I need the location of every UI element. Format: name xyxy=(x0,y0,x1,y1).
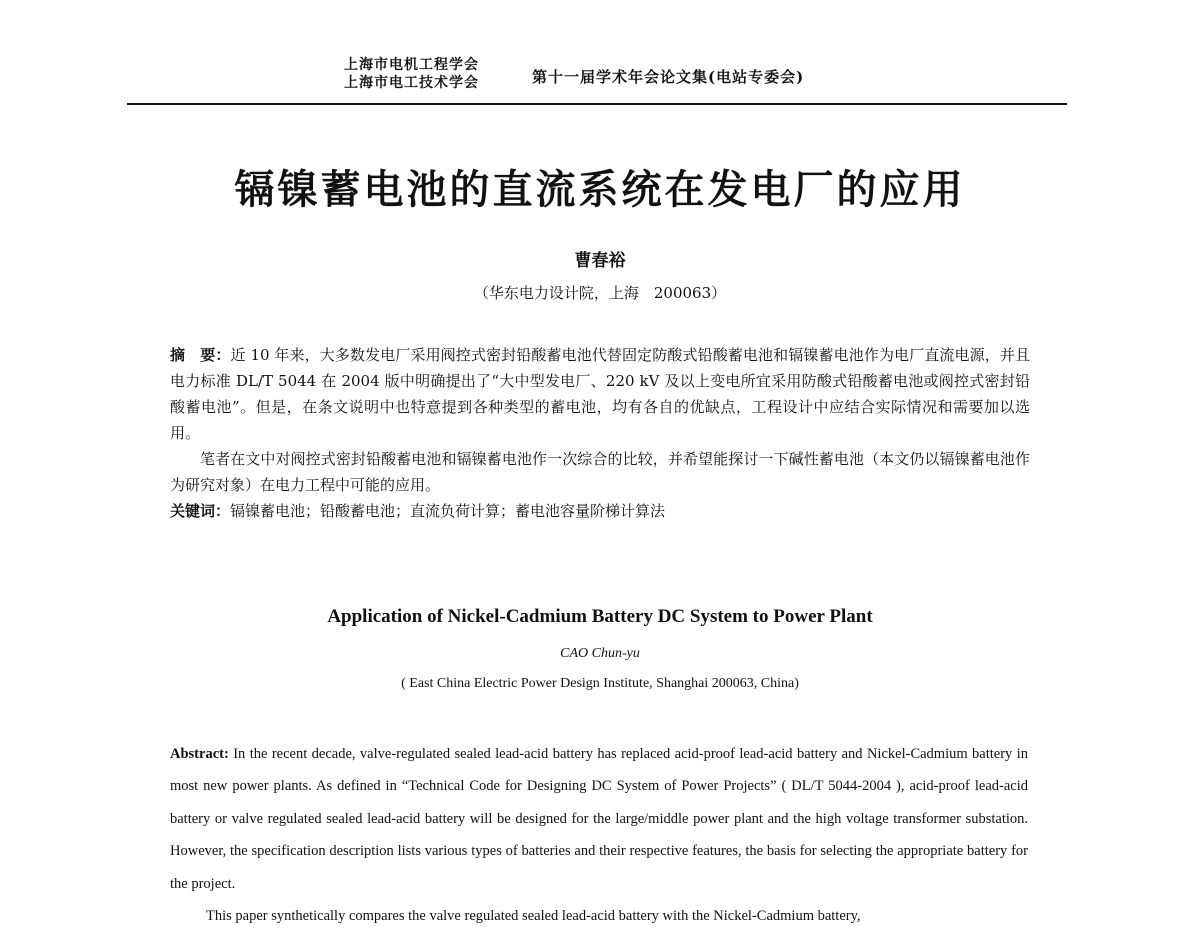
abstract-en xyxy=(170,738,1028,932)
keywords-cn xyxy=(170,498,1030,524)
abstract-cn-paragraph-2: 笔者在文中对阀控式密封铅酸蓄电池和镉镍蓄电池作一次综合的比较，并希望能探讨一下碱性蓄电池（本文仍以镉镍蓄电池作为研究对象）在电力工程中可能的应用。 xyxy=(170,450,1030,494)
abstract-cn-paragraph xyxy=(170,342,1030,446)
keywords-cn-text: 镉镍蓄电池；铅酸蓄电池；直流负荷计算；蓄电池容量阶梯计算法 xyxy=(230,502,666,520)
affiliation-cn: （华东电力设计院，上海 200063） xyxy=(473,284,727,302)
abstract-en-paragraph-2: This paper synthetically compares the valve regulated sealed lead-acid battery with the Nickel-Cadmium battery, xyxy=(206,908,861,925)
society-name-2: 上海市电工技术学会 xyxy=(344,75,479,91)
abstract-en-label: Abstract: xyxy=(170,746,229,762)
affiliation-en: ( East China Electric Power Design Institute, Shanghai 200063, China) xyxy=(401,676,799,691)
author-name-en: CAO Chun-yu xyxy=(560,646,640,661)
abstract-en-paragraph xyxy=(170,738,1028,900)
abstract-cn xyxy=(170,342,1030,524)
header-rule xyxy=(127,103,1067,105)
keywords-cn-label: 关键词： xyxy=(170,502,231,520)
author-name-cn: 曹春裕 xyxy=(574,251,626,271)
society-name-1: 上海市电机工程学会 xyxy=(344,57,479,73)
paper-title-cn: 镉镍蓄电池的直流系统在发电厂的应用 xyxy=(234,166,966,213)
page-header xyxy=(0,56,1200,100)
society-names xyxy=(344,56,479,92)
abstract-cn-label: 摘 要： xyxy=(170,346,231,364)
abstract-en-text: In the recent decade, valve-regulated sealed lead-acid battery has replaced acid-proof lead-acid battery and Nickel-Cadmium battery in most new power plants. As defined in “Technical Code for Designing DC System of Power Projects” ( DL/T 5044-2004 ), acid-proof lead-acid battery or valve regulated sealed lead-acid battery will be designed for the large/middle power plant and the high voltage transformer substation. However, the specification description lists various types of batteries and their respective features, the basis for selecting the appropriate battery for the project. xyxy=(170,746,1028,892)
abstract-cn-text: 近 10 年来，大多数发电厂采用阀控式密封铅酸蓄电池代替固定防酸式铅酸蓄电池和镉镍蓄电池作为电厂直流电源，并且电力标准 DL/T 5044 在 2004 版中明确提出了“大中型发电厂、220 kV 及以上变电所宜采用防酸式铅酸蓄电池或阀控式密封铅酸蓄电池”。但是，在条文说明中也特意提到各种类型的蓄电池，均有各自的优缺点，工程设计中应结合实际情况和需要加以选用。 xyxy=(170,346,1030,442)
paper-title-en: Application of Nickel-Cadmium Battery DC System to Power Plant xyxy=(327,606,873,627)
proceedings-title: 第十一届学术年会论文集(电站专委会) xyxy=(532,68,805,86)
